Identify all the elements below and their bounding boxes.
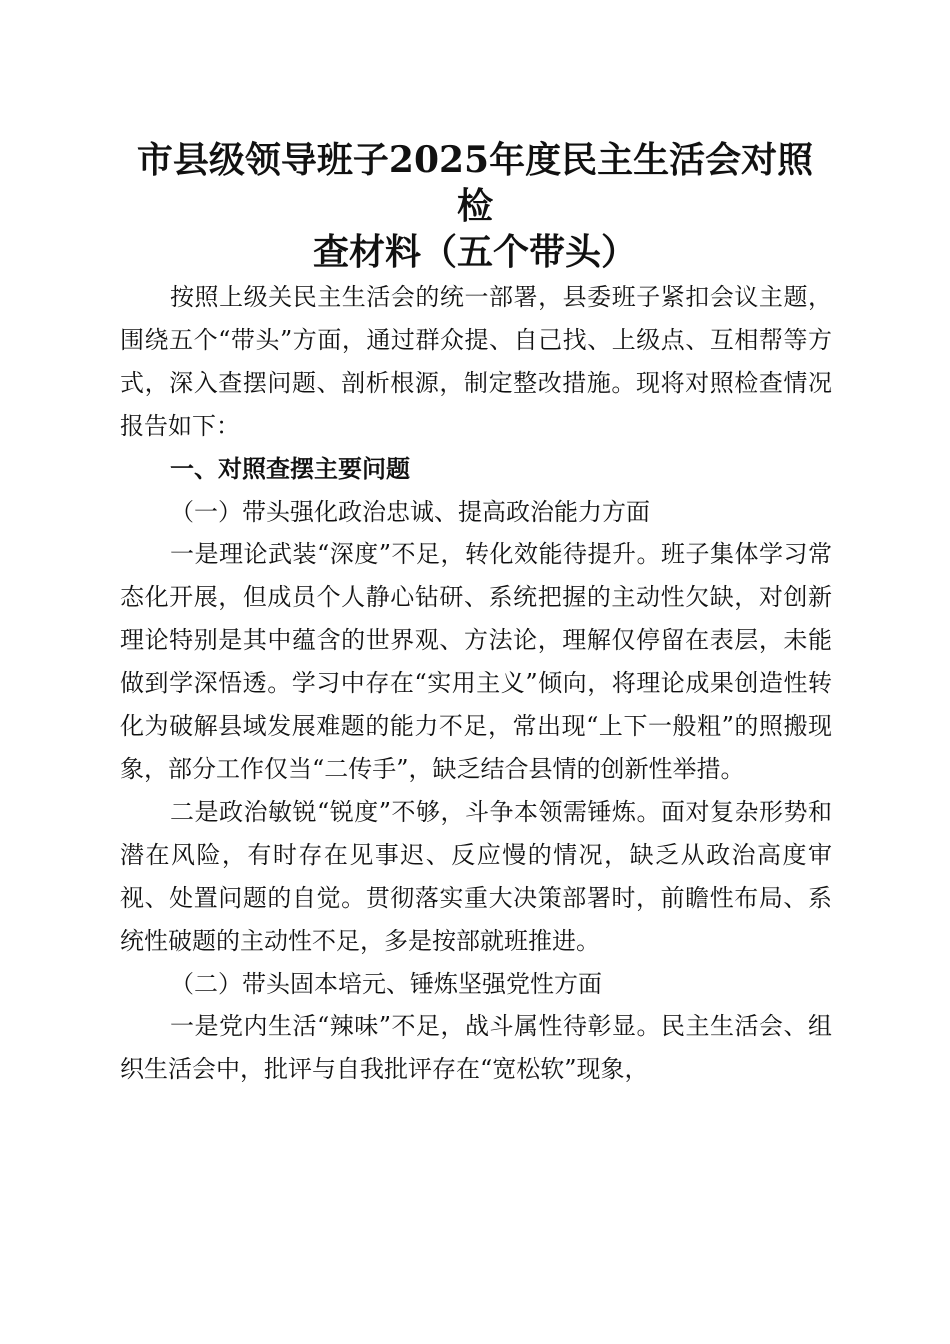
document-title [120, 137, 830, 275]
subsection-heading: （二）带头固本培元、锤炼坚强党性方面 [170, 969, 602, 998]
body-paragraph: 二是政治敏锐“锐度”不够，斗争本领需锤炼。面对复杂形势和潜在风险，有时存在见事迟、反应慢的情况，缺乏从政治高度审视、处置问题的自觉。贯彻落实重大决策部署时，前瞻性布局、系统性破题的主动性不足，多是按部就班推进。 [120, 797, 832, 955]
intro-paragraph: 按照上级关民主生活会的统一部署，县委班子紧扣会议主题，围绕五个“带头”方面，通过群众提、自己找、上级点、互相帮等方式，深入查摆问题、剖析根源，制定整改措施。现将对照检查情况报告如下： [120, 283, 832, 440]
body-paragraph: 一是党内生活“辣味”不足，战斗属性待彰显。民主生活会、组织生活会中，批评与自我批评存在“宽松软”现象， [120, 1012, 832, 1084]
title-line-2: 查材料（五个带头） [312, 231, 637, 273]
title-line-1: 市县级领导班子2025年度民主生活会对照检 [136, 139, 814, 227]
subsection-heading: （一）带头强化政治忠诚、提高政治能力方面 [170, 497, 650, 526]
document-body [120, 276, 832, 1091]
body-paragraph: 一是理论武装“深度”不足，转化效能待提升。班子集体学习常态化开展，但成员个人静心钻研、系统把握的主动性欠缺，对创新理论特别是其中蕴含的世界观、方法论，理解仅停留在表层，未能做到学深悟透。学习中存在“实用主义”倾向，将理论成果创造性转化为破解县域发展难题的能力不足，常出现“上下一般粗”的照搬现象，部分工作仅当“二传手”，缺乏结合县情的创新性举措。 [120, 540, 832, 783]
section-heading: 一、对照查摆主要问题 [170, 454, 410, 483]
